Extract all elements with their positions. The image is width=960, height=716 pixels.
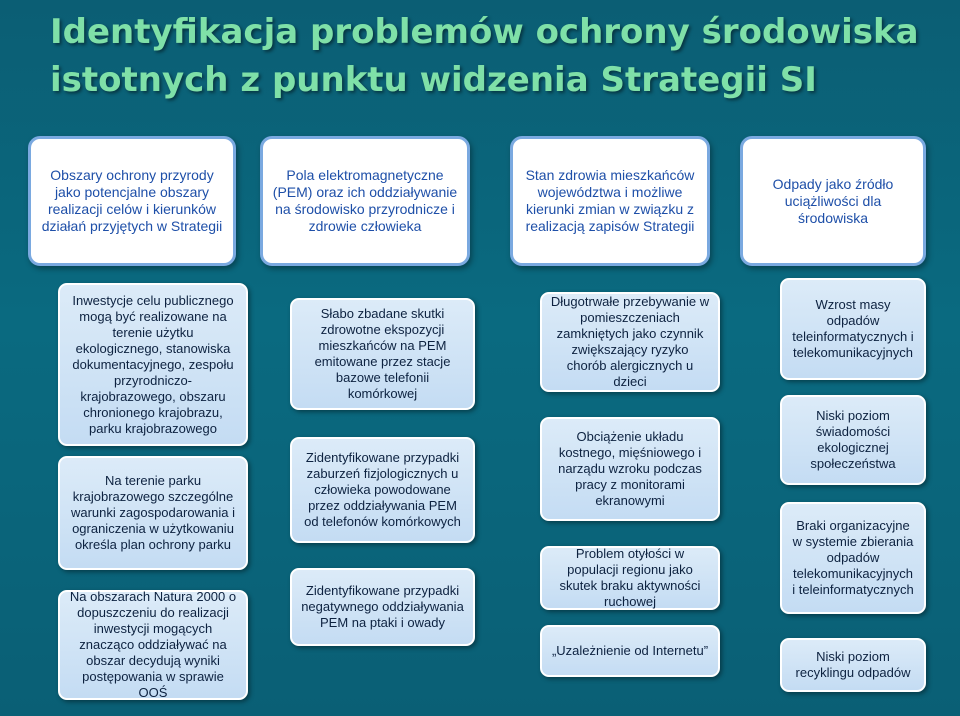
issue-obesity [540, 546, 720, 610]
issue-pem-physiological-text: Zidentyfikowane przypadki zaburzeń fizjologicznych u człowieka powodowane przez oddziaływania PEM od telefonów komórkowych [304, 450, 461, 529]
issue-natura-2000 [58, 590, 248, 700]
issue-internet-addiction-text: „Uzależnienie od Internetu” [551, 643, 709, 658]
slide-title [50, 8, 930, 104]
issue-low-recycling-text: Niski poziom recyklingu odpadów [795, 649, 911, 680]
issue-collection-gaps [780, 502, 926, 614]
issue-waste-growth-text: Wzrost masy odpadów teleinformatycznych i telekomunikacyjnych [792, 297, 914, 360]
header-residents-health-text: Stan zdrowia mieszkańców województwa i możliwe kierunki zmian w związku z realizacją zapisów Strategii [525, 167, 695, 234]
issue-indoor-allergies [540, 292, 720, 392]
issue-low-recycling [780, 638, 926, 692]
header-electromagnetic-fields [260, 136, 470, 266]
issue-indoor-allergies-text: Długotrwałe przebywanie w pomieszczeniach zamkniętych jako czynnik zwiększający ryzyko chorób alergicznych u dzieci [550, 294, 710, 389]
issue-internet-addiction [540, 625, 720, 677]
issue-monitor-strain [540, 417, 720, 521]
issue-collection-gaps-text: Braki organizacyjne w systemie zbierania odpadów telekomunikacyjnych i teleinformatycznych [792, 518, 914, 597]
title-line-2: istotnych z punktu widzenia Strategii SI [50, 60, 817, 100]
issue-low-awareness-text: Niski poziom świadomości ekologicznej społeczeństwa [810, 408, 896, 471]
issue-waste-growth [780, 278, 926, 380]
issue-pem-birds-insects-text: Zidentyfikowane przypadki negatywnego oddziaływania PEM na ptaki i owady [301, 583, 464, 630]
issue-obesity-text: Problem otyłości w populacji regionu jako skutek braku aktywności ruchowej [559, 546, 701, 609]
issue-pem-birds-insects [290, 568, 475, 646]
issue-pem-health-effects-text: Słabo zbadane skutki zdrowotne ekspozycji mieszkańców na PEM emitowane przez stacje bazowe telefonii komórkowej [314, 306, 451, 401]
header-residents-health [510, 136, 710, 266]
issue-landscape-park [58, 456, 248, 570]
title-line-1: Identyfikacja problemów ochrony środowiska [50, 12, 919, 52]
issue-public-investment [58, 283, 248, 446]
issue-landscape-park-text: Na terenie parku krajobrazowego szczególne warunki zagospodarowania i ograniczenia w użytkowaniu określa plan ochrony parku [70, 473, 236, 552]
header-waste-text: Odpady jako źródło uciążliwości dla środowiska [772, 175, 894, 226]
issue-pem-health-effects [290, 298, 475, 410]
header-nature-protection [28, 136, 236, 266]
issue-public-investment-text: Inwestycje celu publicznego mogą być realizowane na terenie użytku ekologicznego, stanowiska dokumentacyjnego, zespołu przyrodniczo-krajobrazowego, obszaru chronionego krajobrazu, parku krajobrazowego [72, 292, 234, 436]
issue-natura-2000-text: Na obszarach Natura 2000 o dopuszczeniu do realizacji inwestycji mogących znacząco oddziaływać na obszar decydują wyniki postępowania w sprawie OOŚ [69, 589, 237, 700]
issue-low-awareness [780, 395, 926, 485]
issue-pem-physiological [290, 437, 475, 543]
header-electromagnetic-fields-text: Pola elektromagnetyczne (PEM) oraz ich oddziaływanie na środowisko przyrodnicze i zdrowie człowieka [272, 167, 458, 234]
issue-monitor-strain-text: Obciążenie układu kostnego, mięśniowego i narządu wzroku podczas pracy z monitorami ekranowymi [558, 429, 702, 508]
header-waste [740, 136, 926, 266]
header-nature-protection-text: Obszary ochrony przyrody jako potencjalne obszary realizacji celów i kierunków działań przyjętych w Strategii [41, 167, 223, 234]
